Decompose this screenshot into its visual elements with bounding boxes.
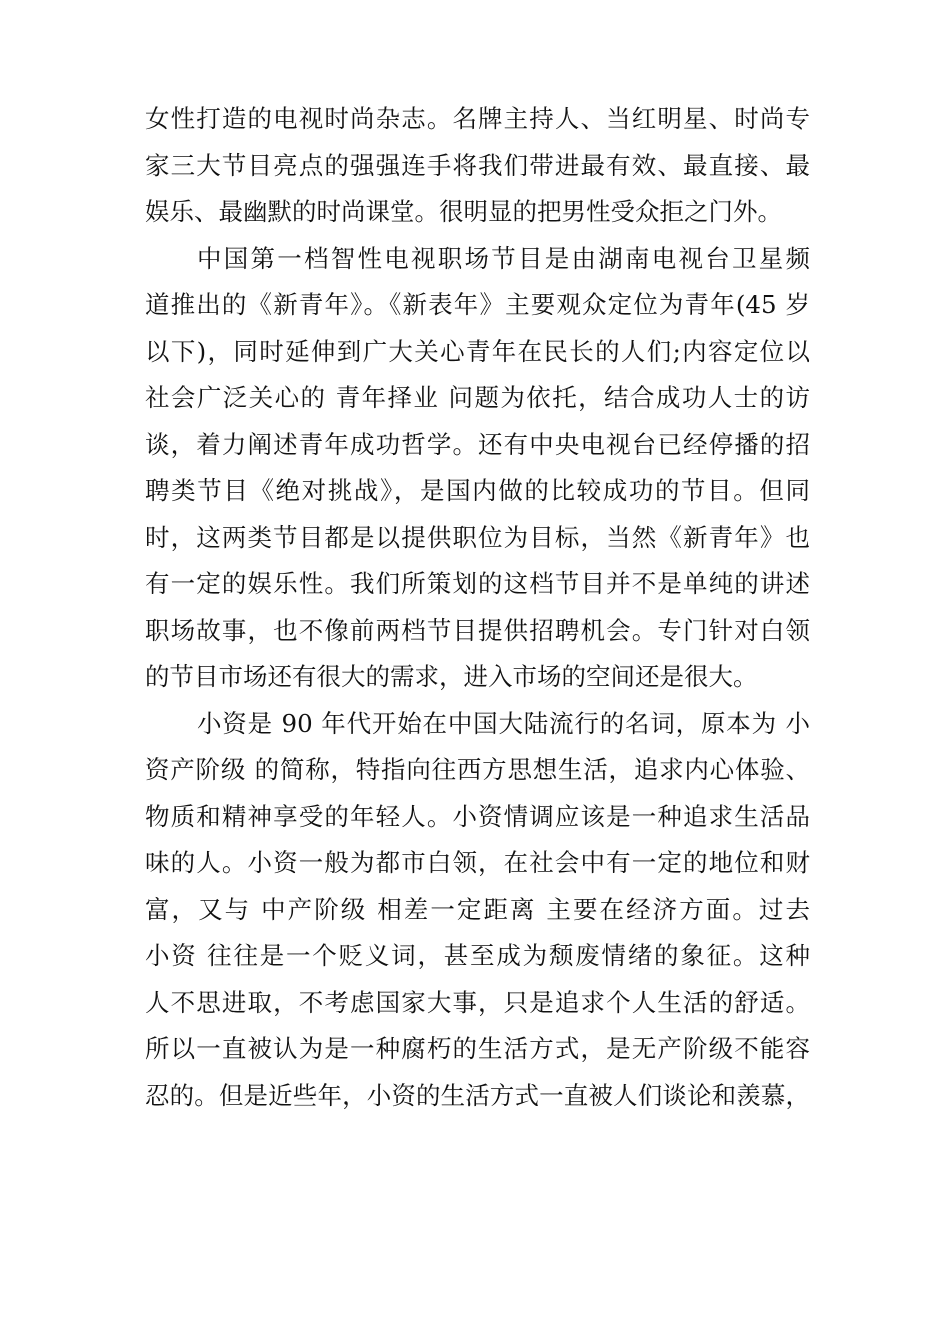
text-line: 人不思进取，不考虑国家大事，只是追求个人生活的舒适。 [145, 987, 810, 1017]
text-line: 以下)，同时延伸到广大关心青年在民长的人们;内容定位以 [145, 336, 810, 366]
text-line: 女性打造的电视时尚杂志。名牌主持人、当红明星、时尚专 [145, 104, 810, 133]
text-line: 社会广泛关心的 青年择业 问题为依托，结合成功人士的访 [145, 383, 810, 412]
body-text [145, 96, 810, 1119]
text-line: 有一定的娱乐性。我们所策划的这档节目并不是单纯的讲述 [145, 569, 810, 598]
text-line: 谈，着力阐述青年成功哲学。还有中央电视台已经停播的招 [145, 429, 810, 459]
text-line: 道推出的《新青年》。《新表年》主要观众定位为青年(45 岁 [145, 290, 810, 319]
text-line: 中国第一档智性电视职场节目是由湖南电视台卫星频 [197, 243, 810, 273]
text-line: 忍的。但是近些年，小资的生活方式一直被人们谈论和羡慕， [145, 1080, 810, 1110]
text-line: 物质和精神享受的年轻人。小资情调应该是一种追求生活品 [145, 801, 810, 831]
text-line: 家三大节目亮点的强强连手将我们带进最有效、最直接、最 [145, 150, 810, 180]
text-line: 时，这两类节目都是以提供职位为目标，当然《新青年》也 [145, 522, 810, 552]
text-line: 娱乐、最幽默的时尚课堂。很明显的把男性受众拒之门外。 [145, 197, 782, 226]
text-line: 职场故事，也不像前两档节目提供招聘机会。专门针对白领 [145, 615, 810, 645]
text-line: 小资 往往是一个贬义词，甚至成为颓废情绪的象征。这种 [145, 941, 810, 970]
text-line: 所以一直被认为是一种腐朽的生活方式，是无产阶级不能容 [145, 1034, 810, 1063]
text-line: 的节目市场还有很大的需求，进入市场的空间还是很大。 [145, 662, 758, 691]
text-line: 富，又与 中产阶级 相差一定距离 主要在经济方面。过去 [145, 894, 810, 924]
text-line: 味的人。小资一般为都市白领，在社会中有一定的地位和财 [145, 848, 810, 877]
text-line: 资产阶级 的简称，特指向往西方思想生活，追求内心体验、 [145, 755, 810, 784]
text-line: 小资是 90 年代开始在中国大陆流行的名词，原本为 小 [197, 708, 810, 738]
text-line: 聘类节目《绝对挑战》，是国内做的比较成功的节目。但同 [145, 476, 810, 505]
